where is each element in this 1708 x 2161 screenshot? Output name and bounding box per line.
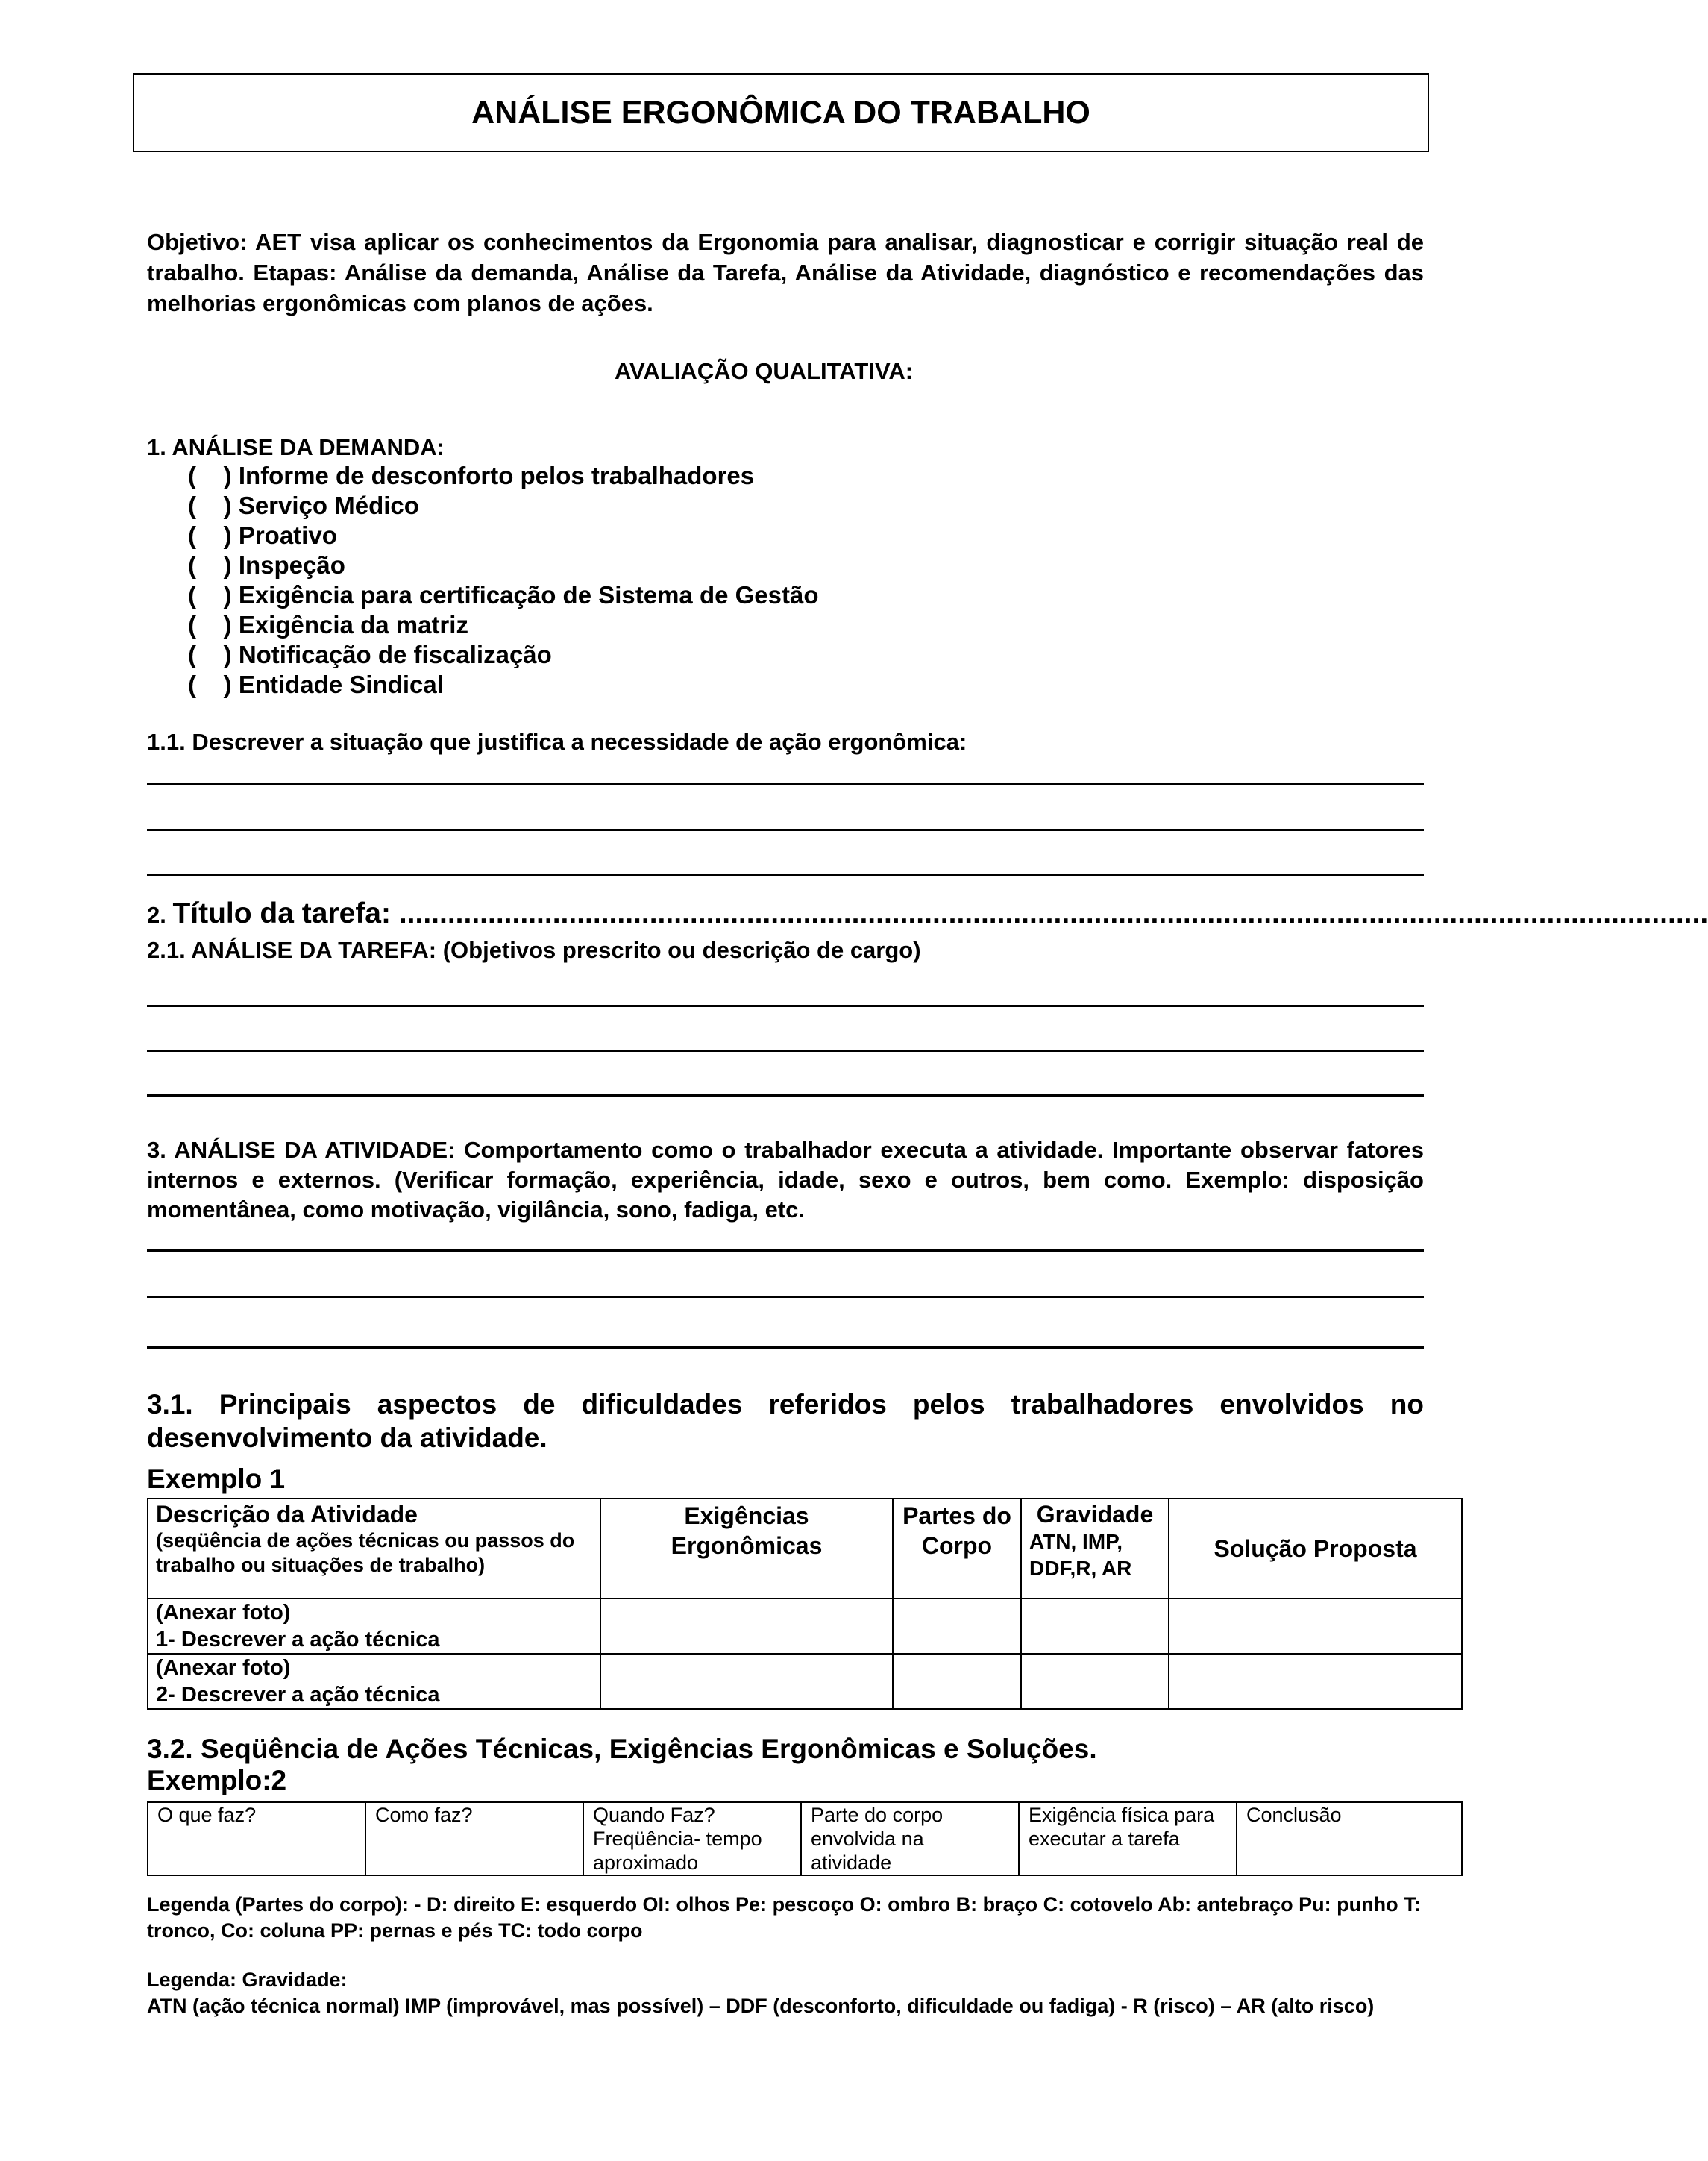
desc-cell[interactable] bbox=[148, 1599, 600, 1654]
answer-line[interactable] bbox=[147, 829, 1424, 831]
section3-2-heading bbox=[147, 1734, 1097, 1796]
desc-header-sub: (seqüência de ações técnicas ou passos do trabalho ou situações de trabalho) bbox=[156, 1529, 575, 1576]
grav-header-cell bbox=[1021, 1499, 1169, 1599]
task-title-label: Título da tarefa: .................................................................................................................................................................. bbox=[172, 897, 1708, 929]
answer-line[interactable] bbox=[147, 1249, 1424, 1252]
section1-1-heading: 1.1. Descrever a situação que justifica a necessidade de ação ergonômica: bbox=[147, 729, 967, 755]
grav-header-title: Gravidade bbox=[1036, 1501, 1154, 1528]
answer-line[interactable] bbox=[147, 1050, 1424, 1052]
section2-1-heading: 2.1. ANÁLISE DA TAREFA: (Objetivos prescrito ou descrição de cargo) bbox=[147, 937, 921, 963]
col-body-part: Parte do corpo envolvida na atividade bbox=[801, 1802, 1019, 1875]
demand-options-list bbox=[188, 461, 819, 700]
section1-heading: 1. ANÁLISE DA DEMANDA: bbox=[147, 434, 445, 460]
table-header-row bbox=[148, 1499, 1462, 1599]
section3-paragraph: 3. ANÁLISE DA ATIVIDADE: Comportamento como o trabalhador executa a atividade. Importante observar fatores internos e externos. (Verificar formação, experiência, idade, sexo e outros, bem como. Exemplo: disposição momentânea, como motivação, vigilância, sono, fadiga, etc. bbox=[147, 1137, 1424, 1223]
example2-label: Exemplo:2 bbox=[147, 1765, 287, 1795]
solucao-header-cell: Solução Proposta bbox=[1169, 1499, 1462, 1599]
attach-photo-text: (Anexar foto) bbox=[156, 1601, 291, 1625]
legend-gravity-title: Legenda: Gravidade: bbox=[147, 1969, 348, 1991]
demand-option[interactable]: ( ) Informe de desconforto pelos trabalhadores bbox=[188, 462, 755, 489]
exig-header-cell: Exigências Ergonômicas bbox=[600, 1499, 893, 1599]
attach-photo-text: (Anexar foto) bbox=[156, 1656, 291, 1680]
legend-body-parts: Legenda (Partes do corpo): - D: direito E: esquerdo OI: olhos Pe: pescoço O: ombro B: braço C: cotovelo Ab: antebraço Pu: punho T: tronco, Co: coluna PP: pernas e pés TC: todo corpo bbox=[147, 1893, 1421, 1942]
actions-sequence-table bbox=[147, 1801, 1463, 1876]
answer-line[interactable] bbox=[147, 1346, 1424, 1349]
demand-option[interactable]: ( ) Exigência da matriz bbox=[188, 611, 468, 639]
difficulties-table bbox=[147, 1498, 1463, 1710]
task-title-number: 2. bbox=[147, 902, 173, 928]
answer-line[interactable] bbox=[147, 1005, 1424, 1007]
empty-cell[interactable] bbox=[893, 1654, 1021, 1709]
desc-header-cell bbox=[148, 1499, 600, 1599]
section3-2-title: 3.2. Seqüência de Ações Técnicas, Exigências Ergonômicas e Soluções. bbox=[147, 1734, 1097, 1764]
empty-cell[interactable] bbox=[1021, 1599, 1169, 1654]
document-title: ANÁLISE ERGONÔMICA DO TRABALHO bbox=[133, 73, 1429, 152]
action-text: 1- Descrever a ação técnica bbox=[156, 1628, 440, 1652]
grav-header-sub: ATN, IMP, DDF,R, AR bbox=[1029, 1530, 1132, 1580]
col-how: Como faz? bbox=[365, 1802, 583, 1875]
demand-option[interactable]: ( ) Inspeção bbox=[188, 551, 345, 579]
demand-option[interactable]: ( ) Serviço Médico bbox=[188, 492, 419, 519]
col-conclusion: Conclusão bbox=[1237, 1802, 1462, 1875]
section3-1-heading: 3.1. Principais aspectos de dificuldades referidos pelos trabalhadores envolvidos no desenvolvimento da atividade. bbox=[147, 1389, 1424, 1453]
answer-line[interactable] bbox=[147, 1296, 1424, 1298]
table-row bbox=[148, 1599, 1462, 1654]
empty-cell[interactable] bbox=[600, 1654, 893, 1709]
example1-label: Exemplo 1 bbox=[147, 1464, 286, 1494]
demand-option[interactable]: ( ) Notificação de fiscalização bbox=[188, 641, 552, 668]
desc-cell[interactable] bbox=[148, 1654, 600, 1709]
col-when: Quando Faz? Freqüência- tempo aproximado bbox=[583, 1802, 801, 1875]
answer-line[interactable] bbox=[147, 783, 1424, 785]
answer-line[interactable] bbox=[147, 874, 1424, 876]
empty-cell[interactable] bbox=[1021, 1654, 1169, 1709]
demand-option[interactable]: ( ) Entidade Sindical bbox=[188, 671, 444, 698]
empty-cell[interactable] bbox=[893, 1599, 1021, 1654]
task-title bbox=[147, 897, 1708, 930]
col-what: O que faz? bbox=[148, 1802, 365, 1875]
demand-option[interactable]: ( ) Exigência para certificação de Sistema de Gestão bbox=[188, 581, 819, 609]
empty-cell[interactable] bbox=[600, 1599, 893, 1654]
desc-header-title: Descrição da Atividade bbox=[156, 1501, 418, 1528]
qualitative-heading: AVALIAÇÃO QUALITATIVA: bbox=[614, 358, 914, 384]
col-physical-demand: Exigência física para executar a tarefa bbox=[1019, 1802, 1237, 1875]
partes-header-cell: Partes do Corpo bbox=[893, 1499, 1021, 1599]
legend-gravity bbox=[147, 1967, 1445, 2019]
objective-paragraph: Objetivo: AET visa aplicar os conhecimentos da Ergonomia para analisar, diagnosticar e corrigir situação real de trabalho. Etapas: Análise da demanda, Análise da Tarefa, Análise da Atividade, diagnóstico e recomendações das melhorias ergonômicas com planos de ações. bbox=[147, 229, 1424, 316]
empty-cell[interactable] bbox=[1169, 1654, 1462, 1709]
table-header-row bbox=[148, 1802, 1462, 1875]
table-row bbox=[148, 1654, 1462, 1709]
answer-line[interactable] bbox=[147, 1094, 1424, 1097]
legend-gravity-text: ATN (ação técnica normal) IMP (improvável, mas possível) – DDF (desconforto, dificuldade ou fadiga) - R (risco) – AR (alto risco) bbox=[147, 1995, 1375, 2017]
empty-cell[interactable] bbox=[1169, 1599, 1462, 1654]
action-text: 2- Descrever a ação técnica bbox=[156, 1683, 440, 1707]
demand-option[interactable]: ( ) Proativo bbox=[188, 521, 337, 549]
